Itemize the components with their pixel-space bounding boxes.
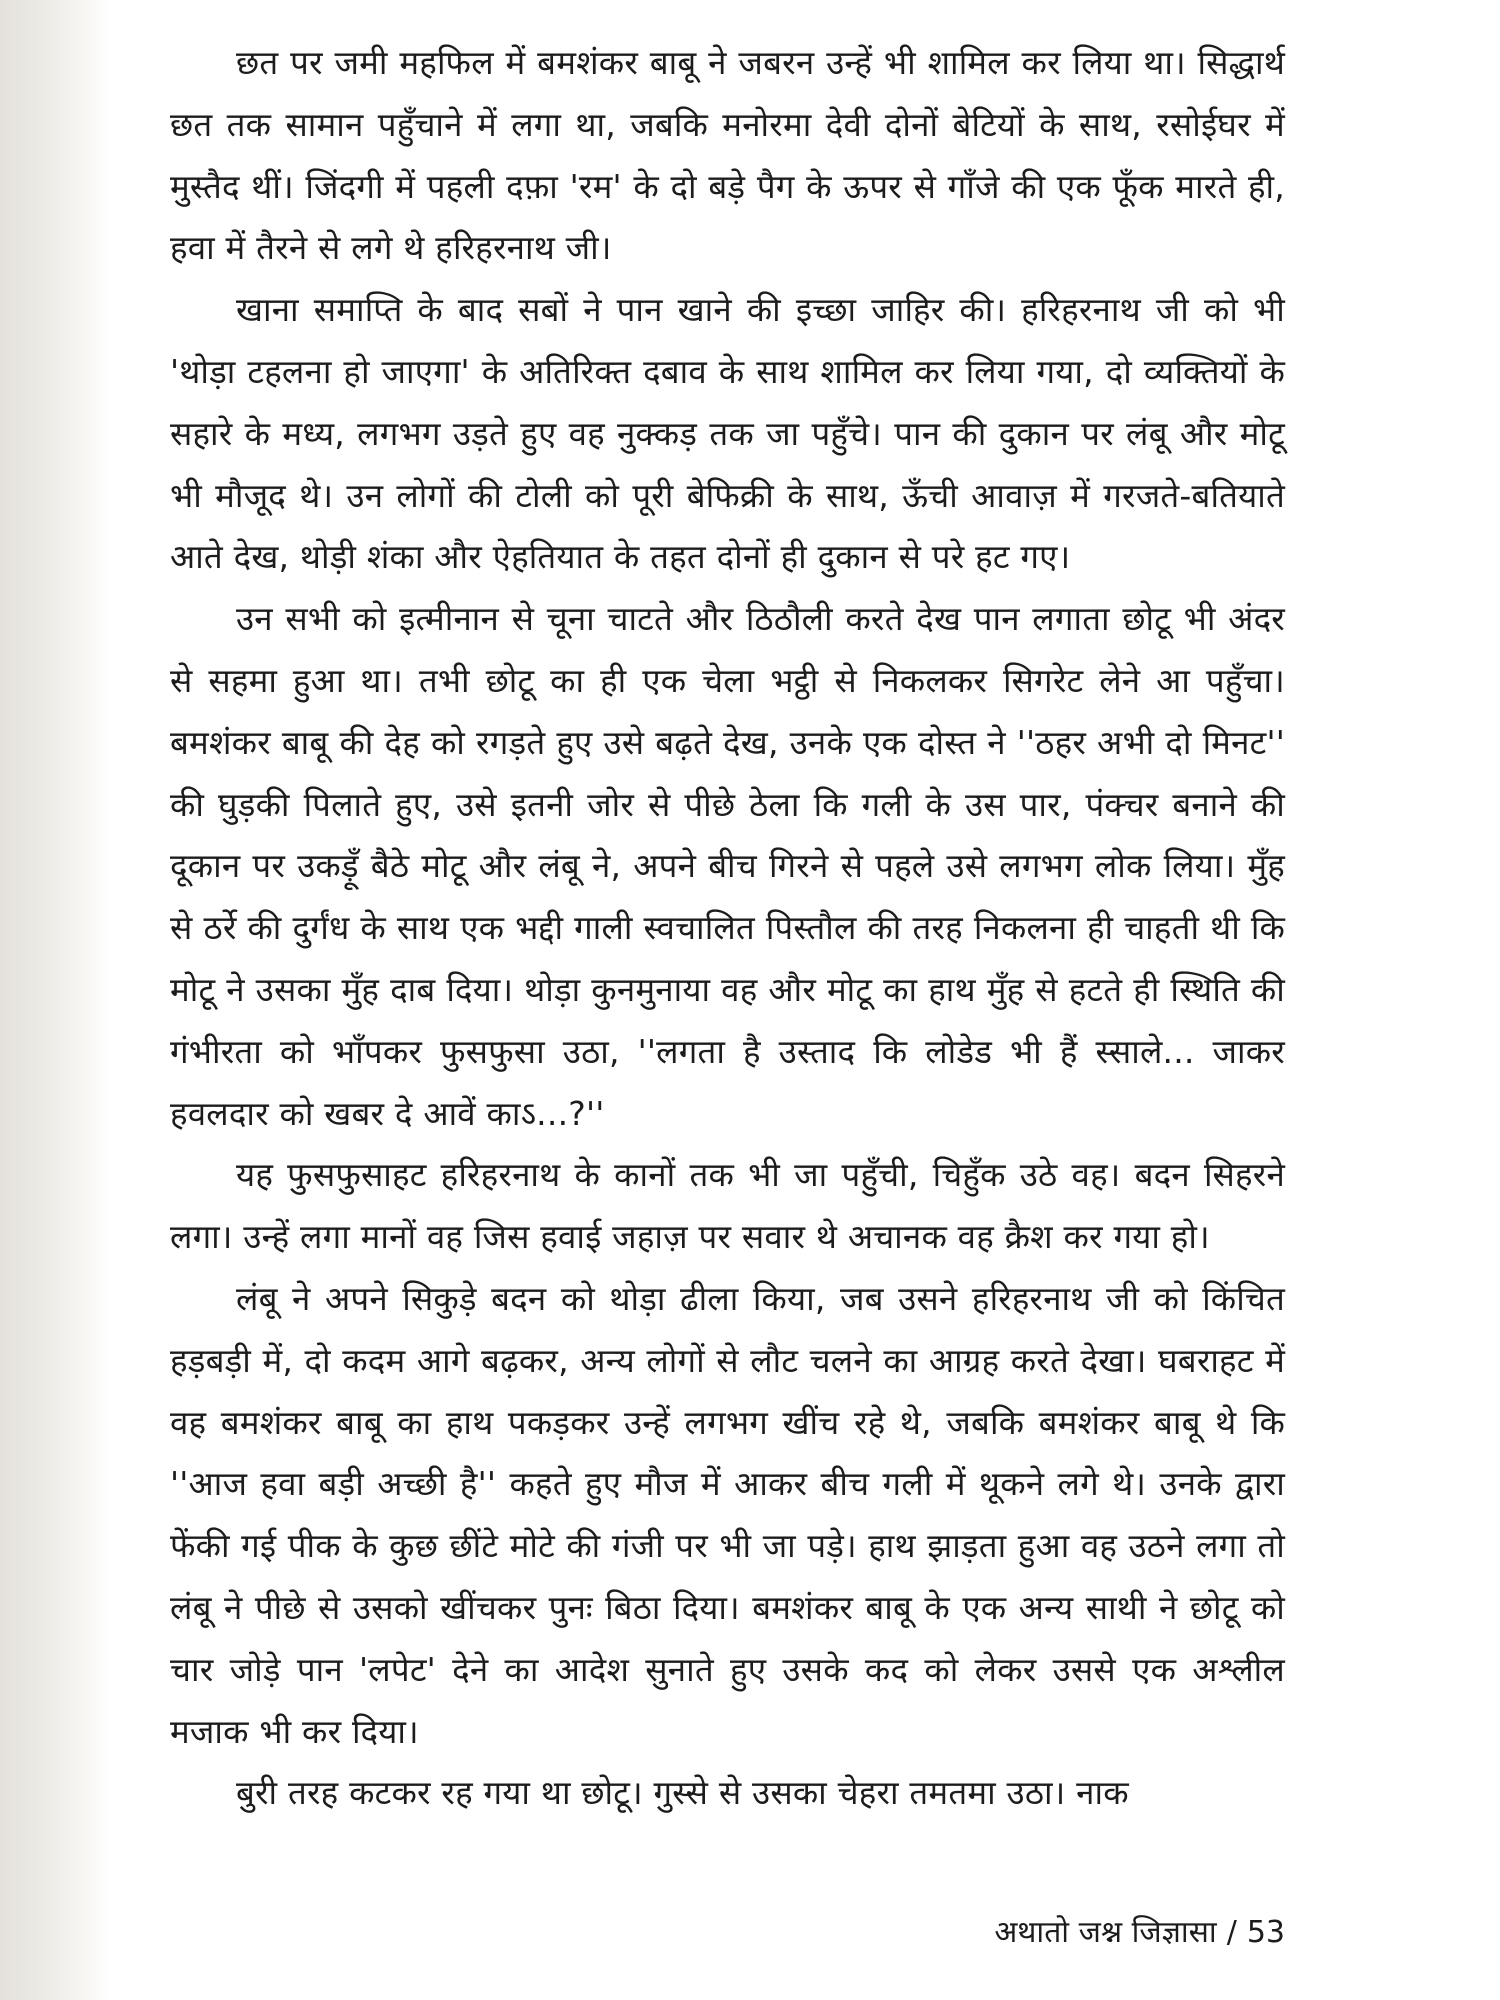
page-number: 53 [1246, 1915, 1285, 1950]
paragraph: छत पर जमी महफिल में बमशंकर बाबू ने जबरन उन्हें भी शामिल कर लिया था। सिद्धार्थ छत तक सामान पहुँचाने में लगा था, जबकि मनोरमा देवी दोनों बेटियों के साथ, रसोईघर में मुस्तैद थीं। जिंदगी में पहली दफ़ा 'रम' के दो बड़े पैग के ऊपर से गाँजे की एक फूँक मारते ही, हवा में तैरने से लगे थे हरिहरनाथ जी। [170, 43, 1285, 268]
paragraph: यह फुसफुसाहट हरिहरनाथ के कानों तक भी जा पहुँची, चिहुँक उठे वह। बदन सिहरने लगा। उन्हें लगा मानों वह जिस हवाई जहाज़ पर सवार थे अचानक वह क्रैश कर गया हो। [170, 1155, 1285, 1257]
body-text [170, 32, 1285, 1824]
footer-separator: / [1226, 1915, 1237, 1950]
book-title: अथातो जश्न जिज्ञासा [994, 1915, 1217, 1950]
paragraph: खाना समाप्ति के बाद सबों ने पान खाने की इच्छा जाहिर की। हरिहरनाथ जी को भी 'थोड़ा टहलना हो जाएगा' के अतिरिक्त दबाव के साथ शामिल कर लिया गया, दो व्यक्तियों के सहारे के मध्य, लगभग उड़ते हुए वह नुक्कड़ तक जा पहुँचे। पान की दुकान पर लंबू और मोटू भी मौजूद थे। उन लोगों की टोली को पूरी बेफिक्री के साथ, ऊँची आवाज़ में गरजते-बतियाते आते देख, थोड़ी शंका और ऐहतियात के तहत दोनों ही दुकान से परे हट गए। [170, 290, 1285, 577]
book-page [170, 32, 1285, 1952]
paragraph: लंबू ने अपने सिकुड़े बदन को थोड़ा ढीला किया, जब उसने हरिहरनाथ जी को किंचित हड़बड़ी में, दो कदम आगे बढ़कर, अन्य लोगों से लौट चलने का आग्रह करते देखा। घबराहट में वह बमशंकर बाबू का हाथ पकड़कर उन्हें लगभग खींच रहे थे, जबकि बमशंकर बाबू थे कि ''आज हवा बड़ी अच्छी है'' कहते हुए मौज में आकर बीच गली में थूकने लगे थे। उनके द्वारा फेंकी गई पीक के कुछ छींटे मोटे की गंजी पर भी जा पड़े। हाथ झाड़ता हुआ वह उठने लगा तो लंबू ने पीछे से उसको खींचकर पुनः बिठा दिया। बमशंकर बाबू के एक अन्य साथी ने छोटू को चार जोड़े पान 'लपेट' देने का आदेश सुनाते हुए उसके कद को लेकर उससे एक अश्लील मजाक भी कर दिया। [170, 1278, 1285, 1751]
paragraph: उन सभी को इत्मीनान से चूना चाटते और ठिठौली करते देख पान लगाता छोटू भी अंदर से सहमा हुआ था। तभी छोटू का ही एक चेला भट्ठी से निकलकर सिगरेट लेने आ पहुँचा। बमशंकर बाबू की देह को रगड़ते हुए उसे बढ़ते देख, उनके एक दोस्त ने ''ठहर अभी दो मिनट'' की घुड़की पिलाते हुए, उसे इतनी जोर से पीछे ठेला कि गली के उस पार, पंक्चर बनाने की दूकान पर उकड़ूँ बैठे मोटू और लंबू ने, अपने बीच गिरने से पहले उसे लगभग लोक लिया। मुँह से ठर्रे की दुर्गंध के साथ एक भद्दी गाली स्वचालित पिस्तौल की तरह निकलना ही चाहती थी कि मोटू ने उसका मुँह दाब दिया। थोड़ा कुनमुनाया वह और मोटू का हाथ मुँह से हटते ही स्थिति की गंभीरता को भाँपकर फुसफुसा उठा, ''लगता है उस्ताद कि लोडेड भी हैं स्साले... जाकर हवलदार को खबर दे आवें काऽ...?'' [170, 599, 1285, 1133]
paragraph: बुरी तरह कटकर रह गया था छोटू। गुस्से से उसका चेहरा तमतमा उठा। नाक [236, 1773, 1129, 1813]
scan-edge-shadow [0, 0, 110, 2000]
page-footer [170, 1910, 1285, 1951]
